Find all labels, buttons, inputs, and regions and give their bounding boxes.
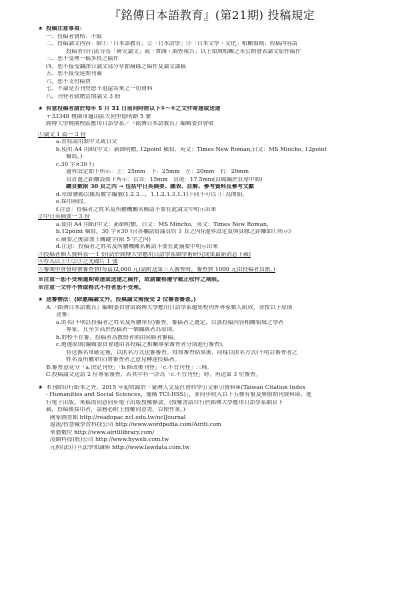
document-rule: c.30 字×30 行 [56, 161, 95, 168]
review-rule: A.『銘傳日本語教育』編輯委員會由銘傳大學應用日語學系邀集校內外專家數人組成，並按以下原則 [46, 304, 293, 311]
document-rule: c.摘要之後請加上關鍵字(限 5 字之內) [56, 236, 151, 243]
electronic-publishing-line: - Humanities and Social Sciences，簡稱 TCI-HSS)」，並同步收入以下五種有償及無償期刊資料庫，進 [46, 392, 312, 398]
electronic-publishing-line: 載，投稿後採用者，請務必附上授權同意書，以便作業。) [46, 407, 186, 413]
required-document-1: ①論文 1 篇一 3 份 [38, 131, 86, 138]
review-rule: C.投稿論文送請 2 位專家審查，若其中有一評為「c.不宜刊登」時，再送第 3 位審查。 [46, 372, 262, 378]
star-bullet-icon: ★ [38, 106, 44, 112]
required-document-3: ③投稿者個人資料表一 1 份(請於銘傳大學應用日語學系網學術研究成果最新消息下載) [38, 251, 251, 258]
review-rule: a.匿名(不明註投稿者之姓名及所屬單位)審查。審稿者之選定，以該投稿內容相關領域之學者 [56, 319, 284, 326]
mailing-recipient: 銘傳大學桃園校區應用日語學系／『銘傳日本語教育』編輯委員會收 [46, 121, 214, 127]
notes-item: 八、刊登者致贈當期論文 3 冊 [46, 93, 121, 100]
star-bullet-icon: ★ [38, 384, 44, 391]
section-submission-notes-heading: ★ 投稿注意事項： [38, 26, 86, 32]
document-rule: d.章節號碼以羅馬數字編號(1.2.3…，1.1.2.1.3.1.1)下同不可以 ① 為開始。 [56, 191, 248, 198]
review-rule: 姓名及所屬單位)將審查者之意見轉達投稿者。 [66, 357, 181, 363]
deadline-warning: ※注意一恕不受理逾期寄達或送達之稿件，故請嚴格遵守截止收件之期限。 [38, 277, 223, 283]
page-title: 『銘傳日本語教育』(第21期) 投稿規定 [109, 8, 315, 22]
format-warning: ※注意一文件不齊或格式不符者恕不受理。 [38, 284, 145, 291]
document-rule: a.書寫請用繁中文或日文 [56, 139, 118, 145]
notes-item: 三、恕不受理一稿多投之稿件 [46, 56, 119, 62]
document-rule: e.採用兩段。 [56, 199, 90, 205]
electronic-publishing-line: 行電子出版，來稿需同意同步電子出版授權條款。(授權書請自行於銘傳大學應用日語學系網頁下 [46, 399, 284, 406]
notes-item: 投稿者自行區分為「研究論文」或「實踐・調查報告」以上領域相關之未公開發表論文原作稿件 [66, 48, 301, 55]
document-rule: 橫寫。) [66, 154, 83, 160]
star-bullet-icon: ★ [38, 297, 44, 303]
review-rule: B.審查意見分「a.決定刊登」「b.修改後刊登」「c.不宜刊登」三種。 [46, 364, 213, 371]
document-rule: 頁首邊之距離設如下所示：頁首：15mm 頁尾：17.5mm(頁碼編於頁尾中間) [66, 176, 263, 183]
page-limit-rule: 總頁數限 30 頁之內 → 包括中日英摘要、圖表、註解、參考資料及參考文獻 [66, 184, 255, 190]
notes-item: 一、投稿者資格：不限 [46, 33, 102, 40]
database-entry: 凌網科技(股)公司 http://www.hyweb.com.tw [50, 437, 169, 443]
database-entry: 遠流/智慧藏學習科技公司 http://www.wordpedia.com/Airiti.com [50, 422, 222, 428]
review-process-heading: ★ 送審辦法：(除邀稿論文外，投稿論文需接受 2 位審查審查。) [38, 297, 196, 303]
document-rule: d.注意：投稿者之姓名及所屬機關名稱請不要在此摘要中明示出來 [56, 244, 218, 250]
mailing-address: 〒33348 桃園市龜山區大同里德明路 5 號 [46, 113, 152, 120]
review-rule: 專家，且至少高於投稿者一個職級者為原則。 [66, 327, 178, 333]
notes-item: 四、恕不接受翻譯日論文部分章節摘錄之稿件及論文課稿 [46, 63, 186, 70]
database-entry: 國家圖書館 http://readopac.ncl.edu.tw/nclJournal [50, 414, 186, 421]
required-document-5: ⑤審閱里會發時號審查費(每篇)2,000 元(請附送第三人審查時，審查費 1000 元由投稿者負擔。) [38, 266, 276, 273]
review-rule: 送審： [56, 312, 73, 318]
review-rule: 待送審名單確定後，以匿名方式送審審查。得知審查結果後，同樣以匿名方式(不明註審查者之 [66, 349, 298, 356]
deadline-heading: ★ 有意投稿者請於每年 5 月 31 日前同時將以下①～⑤之文件寄達或送達 [38, 106, 221, 112]
required-document-4: ④存入以上①②③之光碟片 1 張 [38, 259, 118, 265]
document-rule: a.使用 A4 用紙(中文：新細明體，日文：MS Mincho，英文：Times New Roman， [56, 221, 273, 228]
document-rule: b.12point 橫寫，30 字×30 行(各欄請寫滿頁約 1 頁之內)(邊界設定及與頁緣之距離如①所示) [56, 229, 291, 235]
star-bullet-icon: ★ [38, 26, 44, 32]
review-rule: b.對校不在審。投稿者為教授者則由同級者審稿。 [56, 334, 179, 341]
database-entry: 元照(法)月旦法學知識庫 http://www.lawdata.com.tw [50, 444, 190, 451]
notes-item: 二、投稿論文內容：限①「日本語教育」②「日本語學」③「日本文學・文化」相關領域；投稿內容請 [46, 41, 298, 47]
required-document-2: ②中日英摘要一 3 份 [38, 214, 90, 220]
document-rule: f.注意：投稿者之姓名及所屬機關名稱請不要在此論文中明示出來 [56, 206, 217, 213]
document-rule: 邊界設定如下所示：上：25mm 下：25mm 左：20mm 右：20mm [66, 169, 249, 175]
electronic-publishing-paragraph: ★ 本刊除印行紙本之外，2015 年起收錄於「臺灣人文及社會科學引文索引資料庫(Taiwan Citation Index [38, 384, 306, 391]
notes-item: 六、恕不支付稿費 [46, 78, 91, 85]
document-rule: b.使用 A4 用紙(中文：新細明體, 12point 橫寫、英文：Times New Roman,日文：MS Mincho, 12point [56, 146, 327, 153]
notes-item: 五、恕不接受延期刊載 [46, 71, 102, 77]
database-entry: 華藝數位 http://www.airitilibrary.com/ [50, 429, 155, 436]
review-rule: c.遴選原則(編輯委員會選由各投稿之相關專家審查者分別進行審查)， [56, 342, 228, 348]
notes-item: 七、不論是否刊登恕不退還寄來之一切資料 [46, 86, 153, 92]
